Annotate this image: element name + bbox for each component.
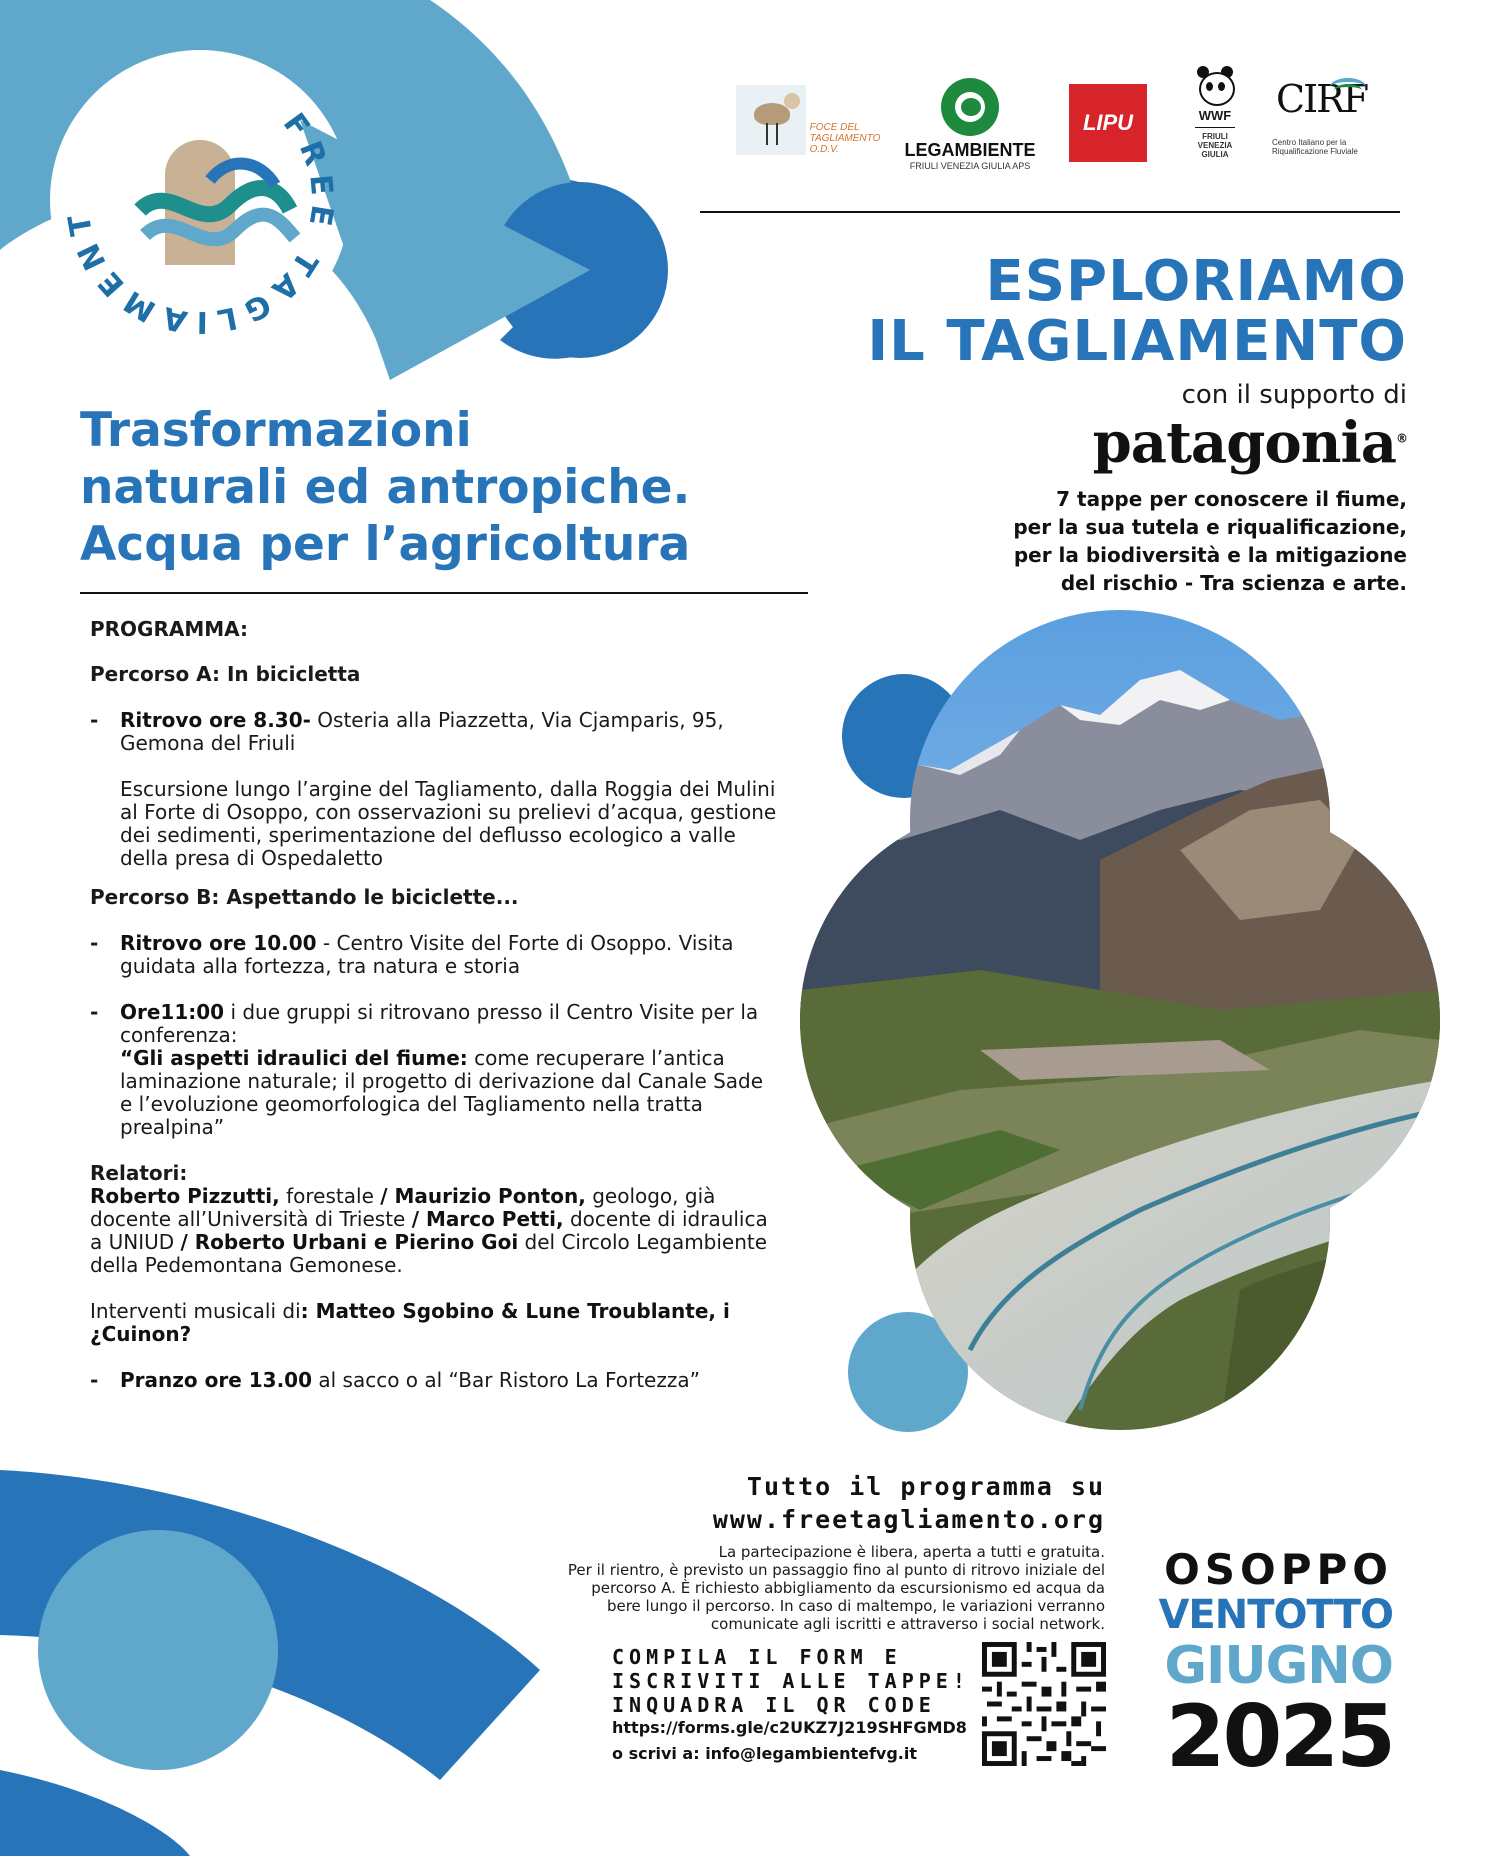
- wwf-name: WWF: [1198, 108, 1232, 123]
- conference-item: - Ore11:00 i due gruppi si ritrovano presso il Centro Visite per la conferenza: “Gli aspetti idraulici del fiume: come recuperare l’antica laminazione naturale; il progetto di derivazione dal Canale Sade e l’evoluzione geomorfologica del Tagliamento nella tratta prealpina”: [90, 1000, 764, 1139]
- route-b-meeting-time: Ritrovo ore 10.00: [120, 931, 317, 955]
- route-b-meeting-place: - Centro Visite del Forte di Osoppo. Visita guidata alla fortezza, tra natura e storia: [120, 931, 734, 978]
- info-line4: bere lungo il percorso. In caso di maltempo, le variazioni verranno: [606, 1597, 1105, 1615]
- program-heading: PROGRAMMA:: [90, 617, 249, 641]
- foce-line3: O.D.V.: [809, 144, 839, 155]
- partner-legambiente-logo[interactable]: [895, 78, 1045, 171]
- hero-title-line2: IL TAGLIAMENTO: [867, 309, 1407, 374]
- event-subtitle: [80, 402, 800, 573]
- speaker-2: / Maurizio Ponton,: [380, 1184, 586, 1208]
- speaker-3: / Marco Petti,: [411, 1207, 564, 1231]
- cirf-name: CIRF: [1276, 77, 1368, 121]
- subtitle-line2: naturali ed antropiche.: [80, 460, 691, 515]
- conference-title: “Gli aspetti idraulici del fiume:: [120, 1046, 468, 1070]
- speaker-1-role: forestale: [279, 1184, 381, 1208]
- conference-desc: come recuperare l’antica laminazione naturale; il progetto di derivazione dal Canale Sade e l’evoluzione geomorfologica del Tagliamento nella tratta prealpina”: [120, 1046, 764, 1139]
- partner-wwf-logo[interactable]: [1180, 66, 1250, 160]
- header-divider: [700, 211, 1400, 213]
- speaker-4: / Roberto Urbani e Pierino Goi: [180, 1230, 519, 1254]
- panda-icon: [1193, 66, 1237, 106]
- cta-line3: INQUADRA IL QR CODE: [612, 1693, 936, 1717]
- subtitle-divider: [80, 592, 808, 594]
- support-text: con il supporto di: [1181, 380, 1407, 410]
- date-year: 2025: [1165, 1687, 1393, 1787]
- speakers-list: [90, 1185, 780, 1277]
- route-a-description: [90, 778, 780, 870]
- cta-line1: COMPILA IL FORM E: [612, 1645, 902, 1669]
- speaker-1: Roberto Pizzutti,: [90, 1184, 280, 1208]
- patagonia-logo[interactable]: patagonia®: [1092, 410, 1407, 476]
- bottom-circle-light: [38, 1530, 278, 1770]
- route-a-heading: Percorso A: In bicicletta: [90, 662, 361, 686]
- cta-line2: ISCRIVITI ALLE TAPPE!: [612, 1669, 970, 1693]
- info-line2: Per il rientro, è previsto un passaggio fino al punto di ritrovo iniziale del: [567, 1561, 1105, 1579]
- wwf-sub2: VENEZIA: [1197, 141, 1233, 151]
- partner-lipu-logo[interactable]: [1068, 84, 1148, 162]
- swan-icon: [941, 78, 999, 136]
- logo-mark: [60, 60, 340, 340]
- qr-code[interactable]: [982, 1642, 1106, 1766]
- route-a-meeting: - Ritrovo ore 8.30- Osteria alla Piazzetta, Via Cjamparis, 95, Gemona del Friuli: [90, 708, 724, 755]
- tagline-line3: per la biodiversità e la mitigazione: [1013, 543, 1407, 567]
- route-b-meeting: - Ritrovo ore 10.00 - Centro Visite del Forte di Osoppo. Visita guidata alla fortezza, tra natura e storia: [90, 931, 734, 978]
- legambiente-sub: FRIULI VENEZIA GIULIA APS: [909, 161, 1031, 171]
- tagline-line4: del rischio - Tra scienza e arte.: [1060, 571, 1407, 595]
- route-b-heading: Percorso B: Aspettando le biciclette...: [90, 885, 519, 909]
- lunch-place: al sacco o al “Bar Ristoro La Fortezza”: [312, 1368, 700, 1392]
- sponsor-name: patagonia: [1092, 410, 1396, 476]
- info-line5: comunicate agli iscritti e attraverso i social network.: [710, 1615, 1105, 1633]
- program-section: [90, 618, 780, 1392]
- subtitle-line3: Acqua per l’agricoltura: [80, 517, 691, 572]
- legambiente-name: LEGAMBIENTE: [904, 140, 1036, 160]
- tagline-line2: per la sua tutela e riqualificazione,: [1013, 515, 1407, 539]
- conference-intro: i due gruppi si ritrovano presso il Centro Visite per la conferenza:: [120, 1000, 759, 1047]
- tagline: [987, 485, 1407, 597]
- info-line3: percorso A. È richiesto abbigliamento da escursionismo ed acqua da: [591, 1579, 1105, 1597]
- website-label: Tutto il programma su: [746, 1472, 1105, 1501]
- partner-cirf-logo[interactable]: [1272, 78, 1382, 156]
- participation-info: [465, 1543, 1105, 1633]
- partner-foce-logo[interactable]: [728, 85, 888, 155]
- date-day: VENTOTTO: [1158, 1592, 1393, 1638]
- cirf-sub2: Riqualificazione Fluviale: [1272, 147, 1358, 157]
- cirf-sub1: Centro Italiano per la: [1272, 138, 1347, 147]
- lunch-time: Pranzo ore 13.00: [120, 1368, 312, 1392]
- hero-title-line1: ESPLORIAMO: [985, 249, 1407, 314]
- route-a-desc-text: Escursione lungo l’argine del Tagliamento, dalla Roggia dei Mulini al Forte di Osoppo, con osservazioni su prelievi d’acqua, gestione dei sedimenti, sperimentazione del deflusso ecologico a valle della presa di Ospedaletto: [120, 777, 777, 870]
- route-a-meeting-place: Osteria alla Piazzetta, Via Cjamparis, 95, Gemona del Friuli: [120, 708, 724, 755]
- lipu-name: LIPU: [1082, 110, 1134, 135]
- music-label: Interventi musicali di: [90, 1299, 301, 1323]
- date-month: GIUGNO: [1164, 1636, 1393, 1696]
- music-line: [90, 1300, 780, 1346]
- foce-line1: FOCE DEL: [809, 122, 860, 133]
- subtitle-line1: Trasformazioni: [80, 403, 472, 458]
- bird-icon: [736, 85, 806, 155]
- form-cta: [612, 1645, 970, 1717]
- lunch-item: - Pranzo ore 13.00 al sacco o al “Bar Ristoro La Fortezza”: [90, 1368, 700, 1392]
- email-link[interactable]: o scrivi a: info@legambientefvg.it: [612, 1744, 918, 1763]
- foce-line2: TAGLIAMENTO: [809, 133, 881, 144]
- wwf-sub1: FRIULI: [1202, 132, 1228, 141]
- info-line1: La partecipazione è libera, aperta a tutti e gratuita.: [718, 1543, 1105, 1561]
- speaker-4-role: del Circolo Legambiente della Pedemontana Gemonese.: [90, 1230, 768, 1277]
- speaker-3-role: docente di idraulica a UNIUD: [90, 1207, 768, 1254]
- free-tagliamento-logo[interactable]: [60, 60, 340, 340]
- river-landscape-image: [800, 610, 1440, 1430]
- logo-text: FREE TAGLIAMENT: [60, 106, 340, 340]
- wwf-sub3: GIULIA: [1201, 150, 1229, 160]
- conference-time: Ore11:00: [120, 1000, 225, 1024]
- website-block[interactable]: [713, 1470, 1105, 1536]
- speaker-2-role: geologo, già docente all’Università di Trieste: [90, 1184, 716, 1231]
- website-url[interactable]: www.freetagliamento.org: [712, 1505, 1105, 1534]
- speakers-heading: Relatori:: [90, 1161, 188, 1185]
- music-artists: : Matteo Sgobino & Lune Troublante, i ¿Cuinon?: [90, 1299, 730, 1346]
- route-a-meeting-time: Ritrovo ore 8.30-: [120, 708, 311, 732]
- date-place: OSOPPO: [1164, 1545, 1393, 1594]
- tagline-line1: 7 tappe per conoscere il fiume,: [1056, 487, 1407, 511]
- form-link[interactable]: https://forms.gle/c2UKZ7J219SHFGMD8: [612, 1718, 967, 1737]
